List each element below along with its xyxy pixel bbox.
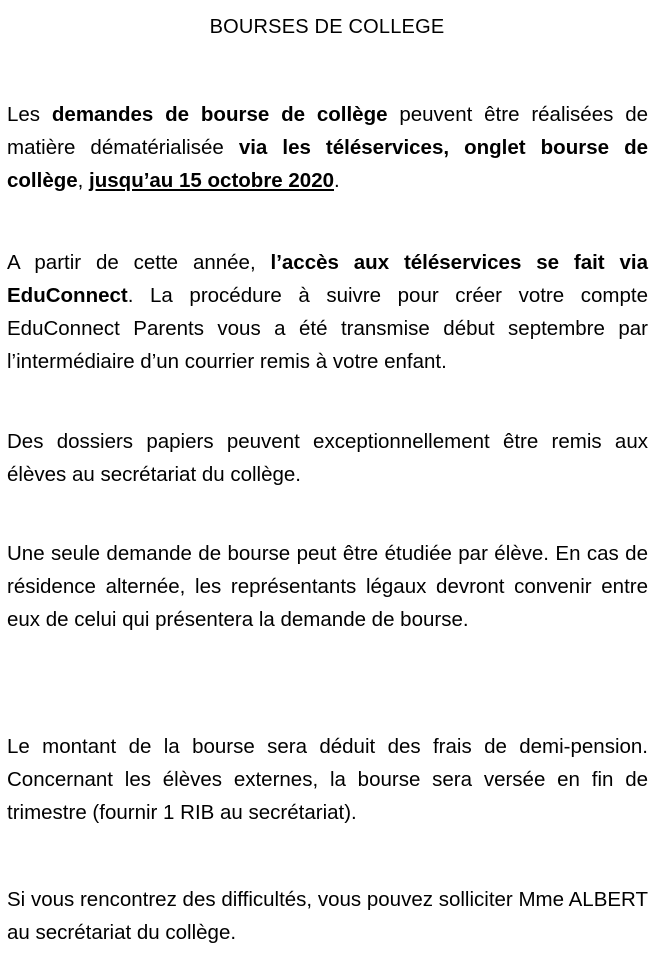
paragraph-educonnect-access <box>7 246 648 378</box>
bold-segment: demandes de bourse de collège <box>51 103 388 126</box>
bold-segment: l’accès aux téléservices se fait via EduConnect <box>7 251 648 307</box>
text-segment: Les <box>7 103 52 126</box>
text-segment: . <box>334 169 340 192</box>
paragraph-application-deadline <box>7 98 648 197</box>
text-segment: A partir de cette année, <box>7 251 271 274</box>
deadline-underlined: jusqu’au 15 octobre 2020 <box>89 169 334 192</box>
text-segment: peuvent être réalisées de matière dématérialisée <box>7 103 649 159</box>
bold-segment: via les téléservices, onglet bourse de collège <box>7 136 648 192</box>
paragraph-single-request: Une seule demande de bourse peut être étudiée par élève. En cas de résidence alternée, les représentants légaux devront convenir entre eux de celui qui présentera la demande de bourse. <box>7 542 648 631</box>
document-title: BOURSES DE COLLEGE <box>209 16 445 38</box>
paragraph-contact: Si vous rencontrez des difficultés, vous pouvez solliciter Mme ALBERT au secrétariat du collège. <box>7 888 648 944</box>
paragraph-amount-deduction: Le montant de la bourse sera déduit des frais de demi-pension. Concernant les élèves externes, la bourse sera versée en fin de trimestre (fournir 1 RIB au secrétariat). <box>7 735 648 824</box>
text-segment: , <box>77 169 90 192</box>
paragraph-paper-files: Des dossiers papiers peuvent exceptionnellement être remis aux élèves au secrétariat du collège. <box>7 430 648 486</box>
text-segment: . La procédure à suivre pour créer votre compte EduConnect Parents vous a été transmise début septembre par l’intermédiaire d’un courrier remis à votre enfant. <box>7 284 648 373</box>
